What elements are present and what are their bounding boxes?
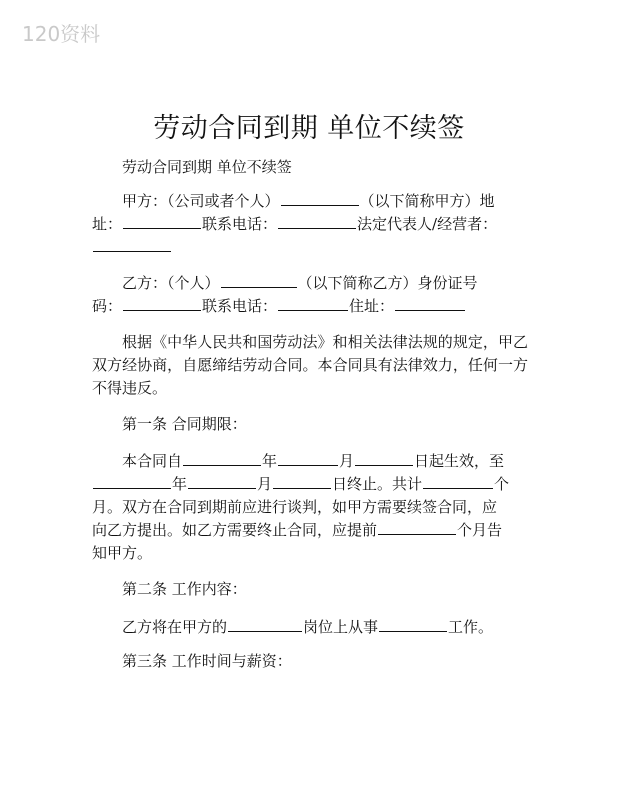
id-label: （以下简称乙方）身份证号 <box>297 274 478 292</box>
watermark: 120资料 <box>22 22 101 46</box>
blank-end-day <box>273 474 331 489</box>
id-label-cont: 码： <box>92 297 123 315</box>
article-1-body <box>92 450 528 565</box>
blank-notice-months <box>378 520 456 535</box>
article-1-heading: 第一条 合同期限： <box>122 415 247 433</box>
blank-party-a-phone <box>278 214 356 229</box>
article-1-line-1 <box>92 450 528 473</box>
blank-party-a-address <box>123 214 201 229</box>
text: 乙方将在甲方的 <box>122 618 228 636</box>
subtitle: 劳动合同到期 单位不续签 <box>122 158 292 176</box>
article-1-line-5: 知甲方。 <box>92 544 153 562</box>
blank-party-b-name <box>221 273 297 288</box>
blank-work <box>379 617 447 632</box>
blank-position <box>228 617 302 632</box>
party-a-label: 甲方：（公司或者个人） <box>122 192 280 210</box>
party-a-line-1 <box>92 190 528 213</box>
legal-rep-label: 法定代表人/经营者： <box>357 215 498 233</box>
blank-start-day <box>355 451 413 466</box>
article-2-body <box>92 616 528 639</box>
article-2-line-1 <box>92 616 528 639</box>
text: 日起生效，至 <box>414 452 505 470</box>
text: 年 <box>262 452 278 470</box>
text: 月 <box>257 475 273 493</box>
text: 月 <box>339 452 355 470</box>
text: 日终止。共计 <box>332 475 423 493</box>
party-a-section <box>92 190 528 259</box>
party-a-line-3 <box>92 236 528 259</box>
address-label: 址： <box>92 215 123 233</box>
blank-party-b-phone <box>278 296 348 311</box>
blank-end-month <box>188 474 256 489</box>
article-3-heading: 第三条 工作时间与薪资： <box>122 652 292 670</box>
residence-label: 住址： <box>349 297 395 315</box>
party-b-section <box>92 272 528 318</box>
text: 向乙方提出。如乙方需要终止合同，应提前 <box>92 521 378 539</box>
blank-end-year <box>93 474 171 489</box>
text: 年 <box>172 475 188 493</box>
party-b-line-1 <box>92 272 528 295</box>
party-b-line-2 <box>92 295 528 318</box>
article-1-line-2 <box>92 473 528 496</box>
party-a-address-label: （以下简称甲方）地 <box>359 192 495 210</box>
text: 工作。 <box>448 618 494 636</box>
article-1-line-3: 月。双方在合同到期前应进行谈判，如甲方需要续签合同，应 <box>92 498 498 516</box>
blank-party-a-legal-rep <box>93 237 171 252</box>
party-a-line-2 <box>92 213 528 236</box>
text: 岗位上从事 <box>303 618 379 636</box>
party-b-label: 乙方：（个人） <box>122 274 220 292</box>
article-2-heading: 第二条 工作内容： <box>122 580 247 598</box>
blank-total-months <box>423 474 493 489</box>
text: 个 <box>494 475 510 493</box>
text: 本合同自 <box>122 452 183 470</box>
text: 个月告 <box>457 521 503 539</box>
blank-start-year <box>183 451 261 466</box>
document-title: 劳动合同到期 单位不续签 <box>153 113 465 144</box>
blank-party-b-residence <box>395 296 465 311</box>
phone-label: 联系电话： <box>202 297 278 315</box>
blank-start-month <box>278 451 338 466</box>
article-1-line-4 <box>92 519 528 542</box>
phone-label: 联系电话： <box>202 215 278 233</box>
preamble-paragraph: 根据《中华人民共和国劳动法》和相关法律法规的规定，甲乙双方经协商，自愿缔结劳动合同。本合同具有法律效力，任何一方不得违反。 <box>92 333 528 397</box>
blank-party-a-name <box>281 191 359 206</box>
blank-party-b-id <box>123 296 201 311</box>
